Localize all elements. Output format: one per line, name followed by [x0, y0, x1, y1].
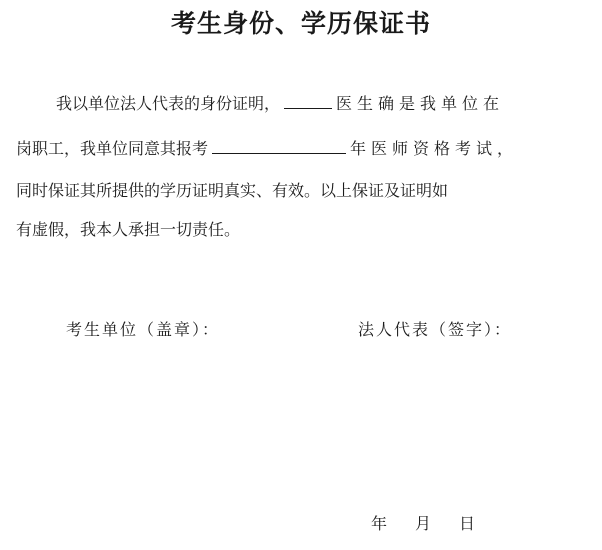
- candidate-unit-seal-label: 考生单位（盖章）：: [66, 320, 221, 339]
- exam-year-blank[interactable]: [212, 139, 346, 154]
- date-day-label: 日: [459, 514, 476, 533]
- date-month-label: 月: [415, 514, 432, 533]
- body-text: 同时保证其所提供的学历证明真实、有效。以上保证及证明如: [16, 181, 449, 200]
- body-text: 医生确是我单位在: [336, 94, 505, 113]
- body-text: 有虚假，我本人承担一切责任。: [16, 220, 241, 239]
- document-title: 考生身份、学历保证书: [170, 9, 431, 38]
- body-line-3: [16, 183, 588, 199]
- body-text: 年医师资格考试，: [350, 139, 519, 158]
- legal-representative-signature-label: 法人代表（签字）：: [358, 320, 513, 339]
- doctor-name-blank[interactable]: [284, 94, 332, 109]
- body-text: 岗职工，我单位同意其报考: [16, 139, 209, 158]
- body-line-4: [16, 222, 588, 238]
- date-year-label: 年: [371, 514, 388, 533]
- body-line-2: [16, 139, 588, 157]
- body-line-1: [16, 94, 588, 112]
- body-text: 我以单位法人代表的身份证明，: [56, 94, 281, 113]
